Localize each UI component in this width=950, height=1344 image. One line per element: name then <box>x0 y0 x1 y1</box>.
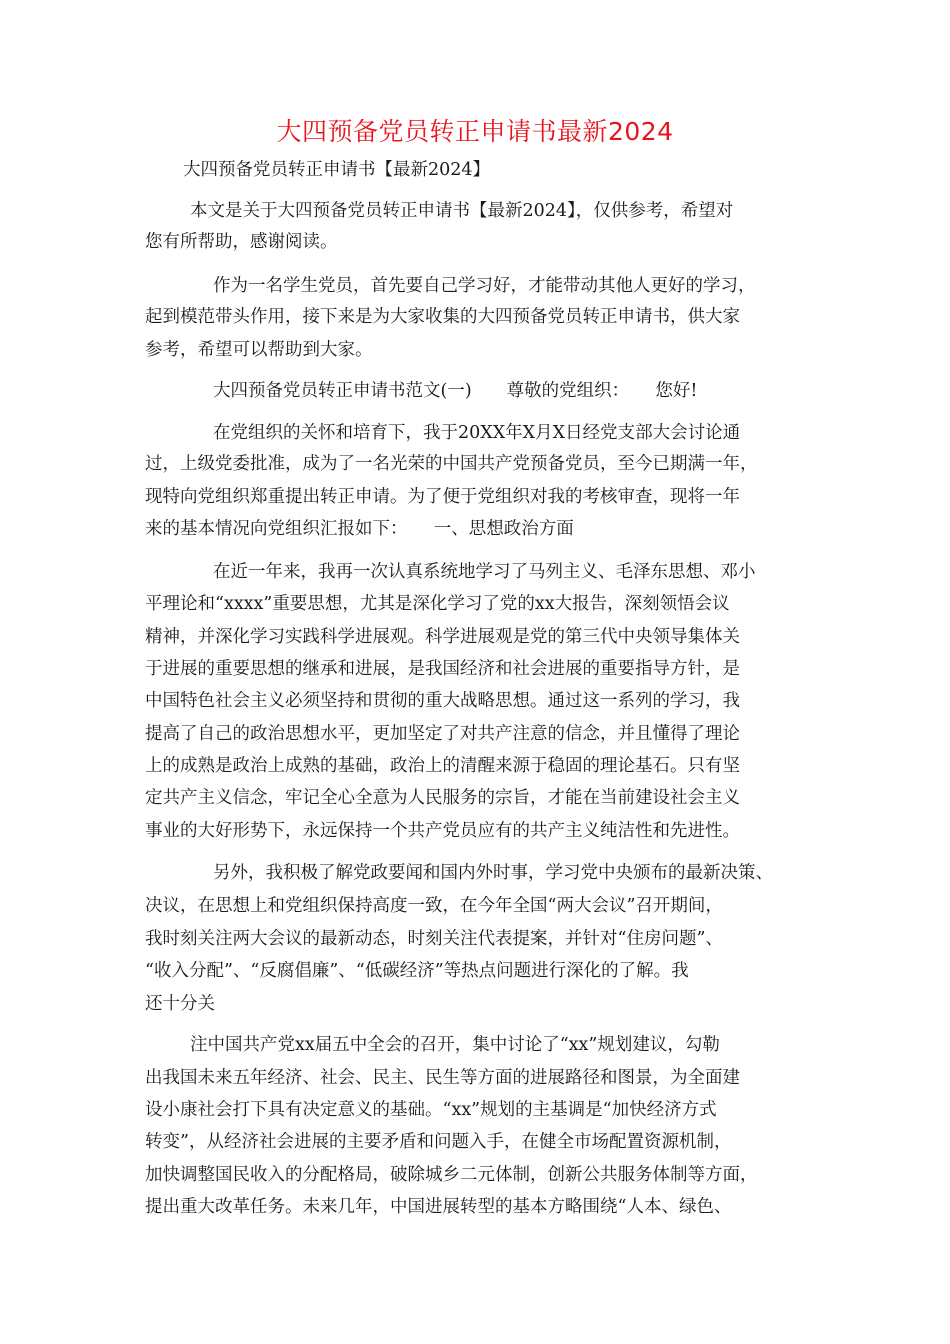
text-line: 提高了自己的政治思想水平，更加坚定了对共产注意的信念，并且懂得了理论 <box>145 724 740 744</box>
text-line: 还十分关 <box>145 994 215 1014</box>
text-line: 定共产主义信念，牢记全心全意为人民服务的宗旨，才能在当前建设社会主义 <box>145 788 740 808</box>
document-title: 大四预备党员转正申请书最新2024 <box>276 117 674 146</box>
text-line: 作为一名学生党员，首先要自己学习好，才能带动其他人更好的学习， <box>213 276 756 296</box>
subtitle-line: 大四预备党员转正申请书【最新2024】 <box>183 160 491 180</box>
text-line: 起到模范带头作用，接下来是为大家收集的大四预备党员转正申请书，供大家 <box>145 307 740 327</box>
text-line: 转变”，从经济社会进展的主要矛盾和问题入手，在健全市场配置资源机制， <box>145 1132 732 1152</box>
text-line: 过，上级党委批准，成为了一名光荣的中国共产党预备党员，至今已期满一年， <box>145 454 758 474</box>
text-line: 您有所帮助，感谢阅读。 <box>145 232 338 252</box>
text-line: 另外，我积极了解党政要闻和国内外时事，学习党中央颁布的最新决策、 <box>213 863 773 883</box>
text-line: 参考，希望可以帮助到大家。 <box>145 340 373 360</box>
text-line: 在党组织的关怀和培育下，我于20XX年X月X日经党支部大会讨论通 <box>213 423 741 443</box>
text-line: 平理论和“xxxx”重要思想，尤其是深化学习了党的xx大报告，深刻领悟会议 <box>145 594 730 614</box>
text-line: 本文是关于大四预备党员转正申请书【最新2024】，仅供参考，希望对 <box>190 201 734 221</box>
text-line: 上的成熟是政治上成熟的基础，政治上的清醒来源于稳固的理论基石。只有坚 <box>145 756 740 776</box>
text-line: 事业的大好形势下，永远保持一个共产党员应有的共产主义纯洁性和先进性。 <box>145 821 740 841</box>
text-line: 来的基本情况向党组织汇报如下： 一、思想政治方面 <box>145 519 574 539</box>
text-line: 提出重大改革任务。未来几年，中国进展转型的基本方略围绕“人本、绿色、 <box>145 1197 732 1217</box>
text-line: 加快调整国民收入的分配格局，破除城乡二元体制，创新公共服务体制等方面， <box>145 1165 758 1185</box>
text-line: 设小康社会打下具有决定意义的基础。“xx”规划的主基调是“加快经济方式 <box>145 1100 717 1120</box>
text-line: 于进展的重要思想的继承和进展，是我国经济和社会进展的重要指导方针，是 <box>145 659 740 679</box>
text-line: 出我国未来五年经济、社会、民主、民生等方面的进展路径和图景，为全面建 <box>145 1068 740 1088</box>
text-line: 现特向党组织郑重提出转正申请。为了便于党组织对我的考核审查，现将一年 <box>145 487 740 507</box>
text-line: 中国特色社会主义必须坚持和贯彻的重大战略思想。通过这一系列的学习，我 <box>145 691 740 711</box>
text-line: 精神，并深化学习实践科学进展观。科学进展观是党的第三代中央领导集体关 <box>145 627 740 647</box>
text-line: 决议，在思想上和党组织保持高度一致，在今年全国“两大会议”召开期间， <box>145 896 723 916</box>
text-line: 在近一年来，我再一次认真系统地学习了马列主义、毛泽东思想、邓小 <box>213 562 756 582</box>
text-line: 大四预备党员转正申请书范文(一) 尊敬的党组织： 您好! <box>213 381 698 401</box>
text-line: “收入分配”、“反腐倡廉”、“低碳经济”等热点问题进行深化的了解。我 <box>145 961 689 981</box>
text-line: 我时刻关注两大会议的最新动态，时刻关注代表提案，并针对“住房问题”、 <box>145 929 723 949</box>
text-line: 注中国共产党xx届五中全会的召开，集中讨论了“xx”规划建议，勾勒 <box>190 1035 720 1055</box>
